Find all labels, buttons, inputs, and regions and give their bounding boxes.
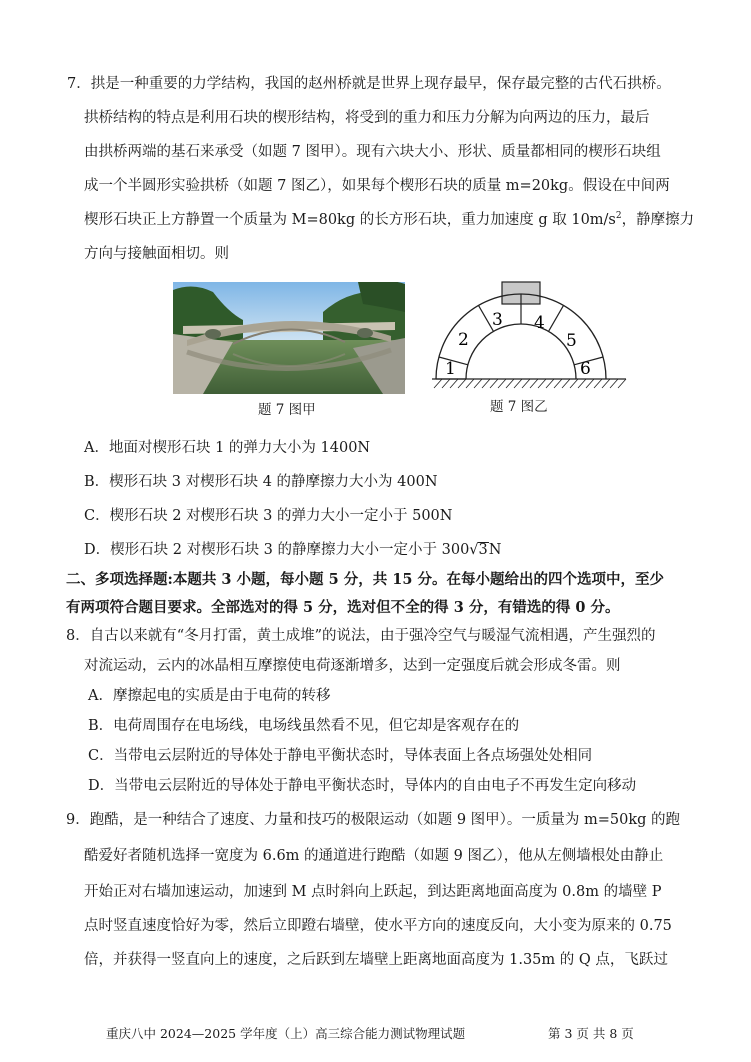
q8-option-b: B．电荷周围存在电场线，电场线虽然看不见，但它却是客观存在的 [88,718,520,734]
sqrt-symbol: √ [469,542,479,558]
q7-line-2: 拱桥结构的特点是利用石块的楔形结构，将受到的重力和压力分解为向两边的压力，最后 [84,110,650,126]
q9-line-2: 酷爱好者随机选择一宽度为 6.6m 的通道进行跑酷（如题 9 图乙），他从左侧墙根处由静止 [84,848,664,864]
q7-line-5-superscript: 2 [615,211,622,222]
q8-option-a: A．摩擦起电的实质是由于电荷的转移 [88,688,331,704]
zhaozhou-bridge-photo [173,282,405,394]
q8-option-c: C．当带电云层附近的导体处于静电平衡状态时，导体表面上各点场强处处相同 [88,748,593,764]
q7-line-4: 成一个半圆形实验拱桥（如题 7 图乙），如果每个楔形石块的质量 m=20kg。假设在中间两 [84,178,670,194]
q7-option-a: A．地面对楔形石块 1 的弹力大小为 1400N [84,440,371,456]
block-label-3: 3 [492,310,503,330]
q7-line-1: 7．拱是一种重要的力学结构，我国的赵州桥就是世界上现存最早，保存最完整的古代石拱桥。 [67,76,671,92]
q9-line-4: 点时竖直速度恰好为零，然后立即蹬右墙壁，使水平方向的速度反向，大小变为原来的 0.75 [84,918,672,934]
q7-line-3: 由拱桥两端的基石来承受（如题 7 图甲）。现有六块大小、形状、质量都相同的楔形石块组 [84,144,661,160]
section2-heading-line-1: 二、多项选择题:本题共 3 小题，每小题 5 分，共 15 分。在每小题给出的四个选项中，至少 [66,571,664,588]
sqrt-radicand: 3 [478,542,488,558]
q7-option-d-unit: N [488,542,502,558]
block-label-2: 2 [458,330,469,350]
q7-line-6: 方向与接触面相切。则 [84,246,229,262]
q8-line-1: 8．自古以来就有“冬月打雷，黄土成堆”的说法，由于强冷空气与暖湿气流相遇，产生强烈的 [66,628,656,644]
q7-line-5-tail: ，静摩擦力 [621,212,695,228]
block-label-1: 1 [445,359,456,379]
q7-line-5-text: 楔形石块正上方静置一个质量为 M=80kg 的长方形石块，重力加速度 g 取 10m/s [84,212,616,228]
q7-option-b: B．楔形石块 3 对楔形石块 4 的静摩擦力大小为 400N [84,474,438,490]
q9-line-3: 开始正对右墙加速运动，加速到 M 点时斜向上跃起，到达距离地面高度为 0.8m 的墙壁 P [84,884,662,900]
block-label-4: 4 [534,313,545,333]
footer-exam-title: 重庆八中 2024—2025 学年度（上）高三综合能力测试物理试题 [106,1026,466,1041]
block-label-5: 5 [566,331,577,351]
arch-diagram [430,278,628,396]
q8-option-d: D．当带电云层附近的导体处于静电平衡状态时，导体内的自由电子不再发生定向移动 [88,778,637,794]
footer-page-number: 第 3 页 共 8 页 [548,1026,634,1041]
caption-figure-b: 题 7 图乙 [490,399,548,415]
q7-option-c: C．楔形石块 2 对楔形石块 3 的弹力大小一定小于 500N [84,508,453,524]
q8-line-2: 对流运动，云内的冰晶相互摩擦使电荷逐渐增多，达到一定强度后就会形成冬雷。则 [84,658,621,674]
section2-heading-line-2: 有两项符合题目要求。全部选对的得 5 分，选对但不全的得 3 分，有错选的得 0 分。 [66,599,620,616]
ground-hatching [434,379,626,388]
caption-figure-a: 题 7 图甲 [258,402,316,418]
q9-line-5: 倍，并获得一竖直向上的速度，之后跃到左墙壁上距离地面高度为 1.35m 的 Q 点，飞跃过 [84,952,668,968]
q7-option-d-text: D．楔形石块 2 对楔形石块 3 的静摩擦力大小一定小于 300 [84,542,470,558]
q7-line-5 [84,210,694,230]
q9-line-1: 9．跑酷，是一种结合了速度、力量和技巧的极限运动（如题 9 图甲）。一质量为 m=50kg 的跑 [66,812,681,828]
q7-option-d [84,540,501,560]
block-label-6: 6 [580,359,591,379]
